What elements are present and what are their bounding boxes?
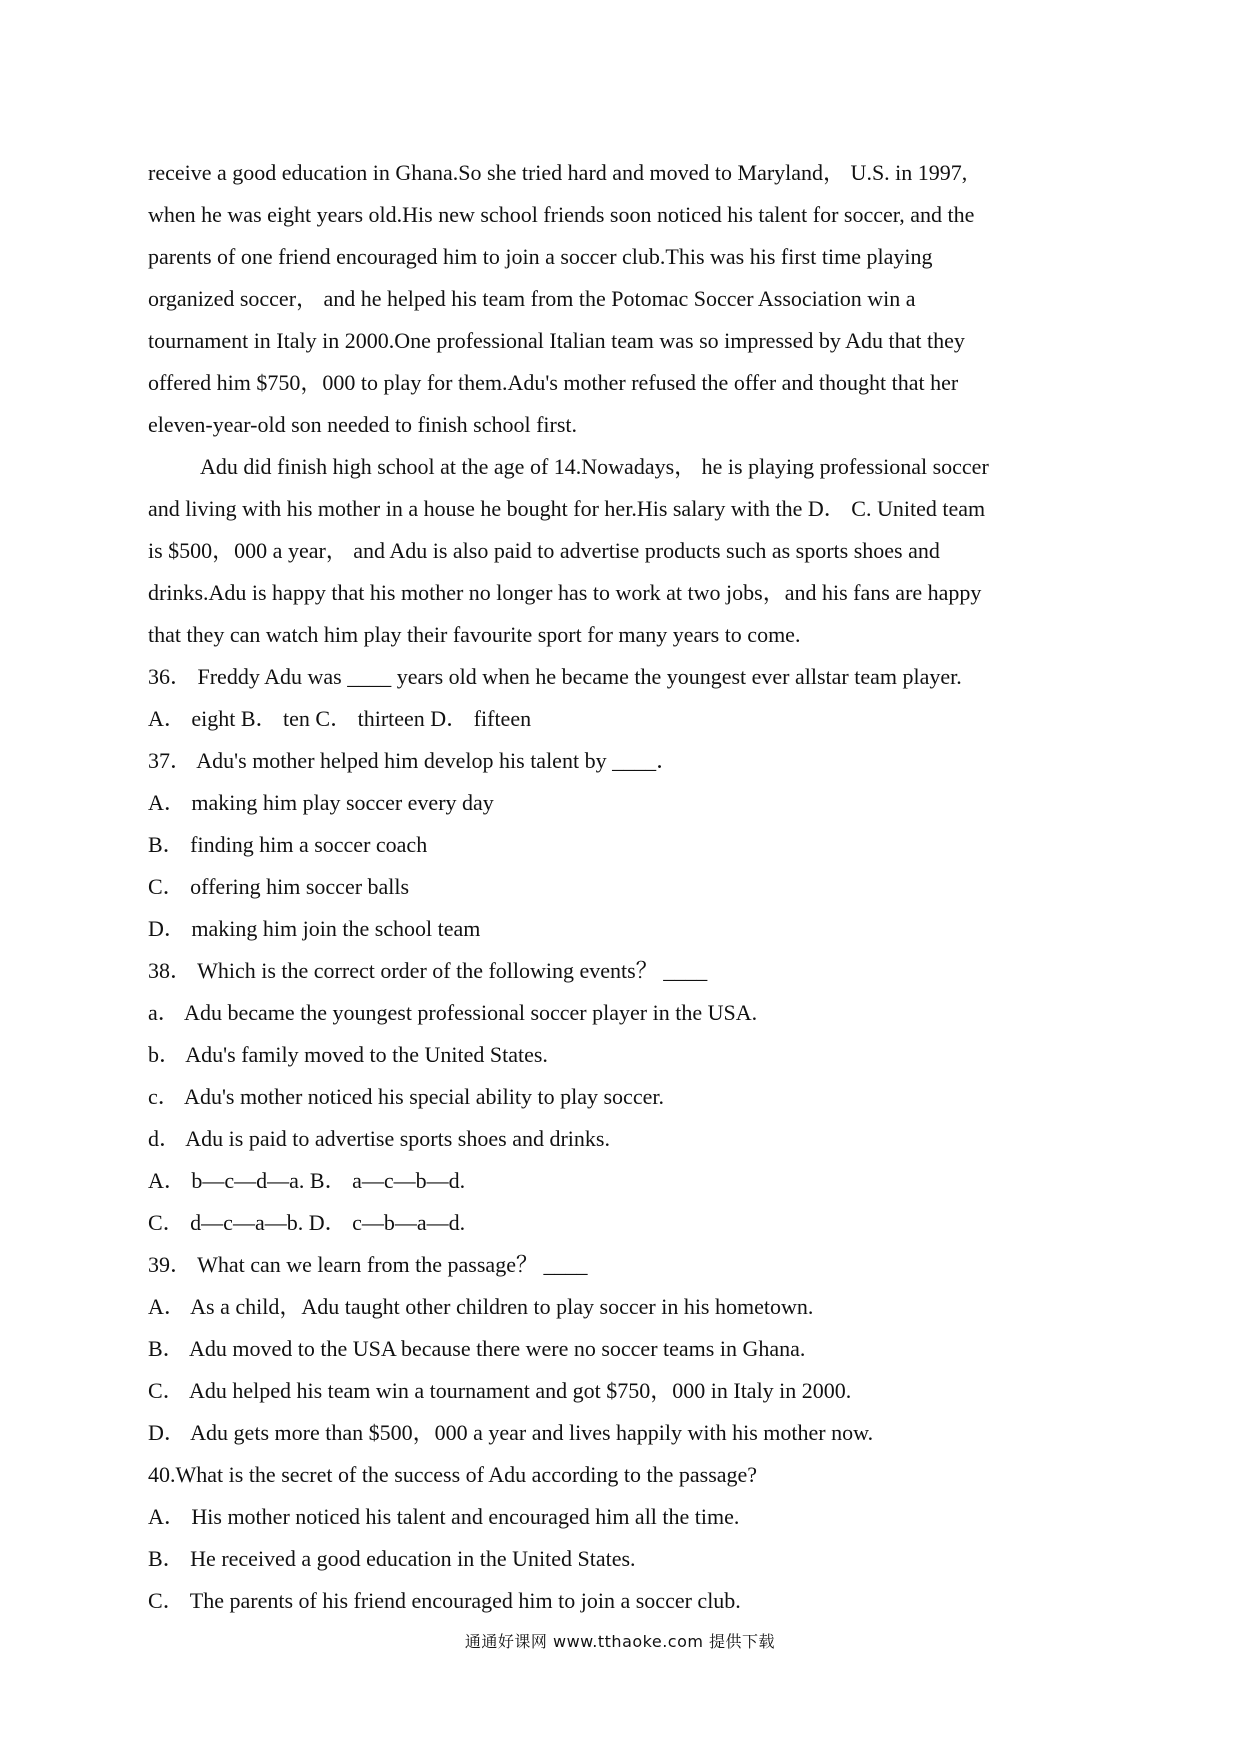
question-stem: 38． Which is the correct order of the following events？ ____ [148,958,708,983]
answer-option: C． The parents of his friend encouraged him to join a soccer club. [148,1588,741,1613]
answer-option: A． b—c—d—a. B． a—c—b—d. [148,1168,466,1193]
answer-option: C． d—c—a—b. D． c—b—a—d. [148,1210,466,1235]
paragraph-line: Adu did finish high school at the age of 14.Nowadays， he is playing professional soccer [200,454,989,479]
paragraph-line: drinks.Adu is happy that his mother no longer has to work at two jobs，and his fans are happy [148,580,982,605]
question-36 [148,656,1108,740]
passage-paragraph-1 [148,152,1108,446]
question-38 [148,950,1108,1244]
question-options: A． eight B． ten C． thirteen D． fifteen [148,706,532,731]
answer-option: B． He received a good education in the United States. [148,1546,636,1571]
event-item: a． Adu became the youngest professional soccer player in the USA. [148,1000,758,1025]
answer-option: D． Adu gets more than $500，000 a year and lives happily with his mother now. [148,1420,874,1445]
answer-option: A． His mother noticed his talent and encouraged him all the time. [148,1504,740,1529]
paragraph-line: offered him $750，000 to play for them.Adu's mother refused the offer and thought that her [148,370,959,395]
answer-option: B． Adu moved to the USA because there were no soccer teams in Ghana. [148,1336,806,1361]
question-40 [148,1454,1108,1622]
page-content [148,152,1108,1622]
answer-option: A． making him play soccer every day [148,790,494,815]
answer-option: D． making him join the school team [148,916,481,941]
paragraph-line: is $500，000 a year， and Adu is also paid to advertise products such as sports shoes and [148,538,940,563]
question-stem: 40.What is the secret of the success of Adu according to the passage? [148,1462,758,1487]
event-item: c． Adu's mother noticed his special ability to play soccer. [148,1084,664,1109]
event-item: b． Adu's family moved to the United States. [148,1042,548,1067]
question-39 [148,1244,1108,1454]
paragraph-line: receive a good education in Ghana.So she tried hard and moved to Maryland， U.S. in 1997, [148,160,968,185]
event-item: d． Adu is paid to advertise sports shoes and drinks. [148,1126,610,1151]
paragraph-line: that they can watch him play their favourite sport for many years to come. [148,622,801,647]
question-stem: 39． What can we learn from the passage？ ____ [148,1252,588,1277]
paragraph-line: and living with his mother in a house he bought for her.His salary with the D． C. United team [148,496,986,521]
answer-option: C． Adu helped his team win a tournament and got $750，000 in Italy in 2000. [148,1378,852,1403]
answer-option: A． As a child，Adu taught other children to play soccer in his hometown. [148,1294,814,1319]
page-footer: 通通好课网 www.tthaoke.com 提供下载 [464,1632,776,1651]
answer-option: C． offering him soccer balls [148,874,410,899]
paragraph-line: when he was eight years old.His new school friends soon noticed his talent for soccer, and the [148,202,975,227]
question-stem: 36． Freddy Adu was ____ years old when he became the youngest ever allstar team player. [148,664,962,689]
answer-option: B． finding him a soccer coach [148,832,428,857]
paragraph-line: eleven-year-old son needed to finish school first. [148,412,578,437]
paragraph-line: parents of one friend encouraged him to join a soccer club.This was his first time playing [148,244,933,269]
question-stem: 37． Adu's mother helped him develop his talent by ____． [148,748,679,773]
question-37 [148,740,1108,950]
paragraph-line: tournament in Italy in 2000.One professional Italian team was so impressed by Adu that they [148,328,965,353]
paragraph-line: organized soccer， and he helped his team from the Potomac Soccer Association win a [148,286,916,311]
passage-paragraph-2 [148,446,1108,656]
